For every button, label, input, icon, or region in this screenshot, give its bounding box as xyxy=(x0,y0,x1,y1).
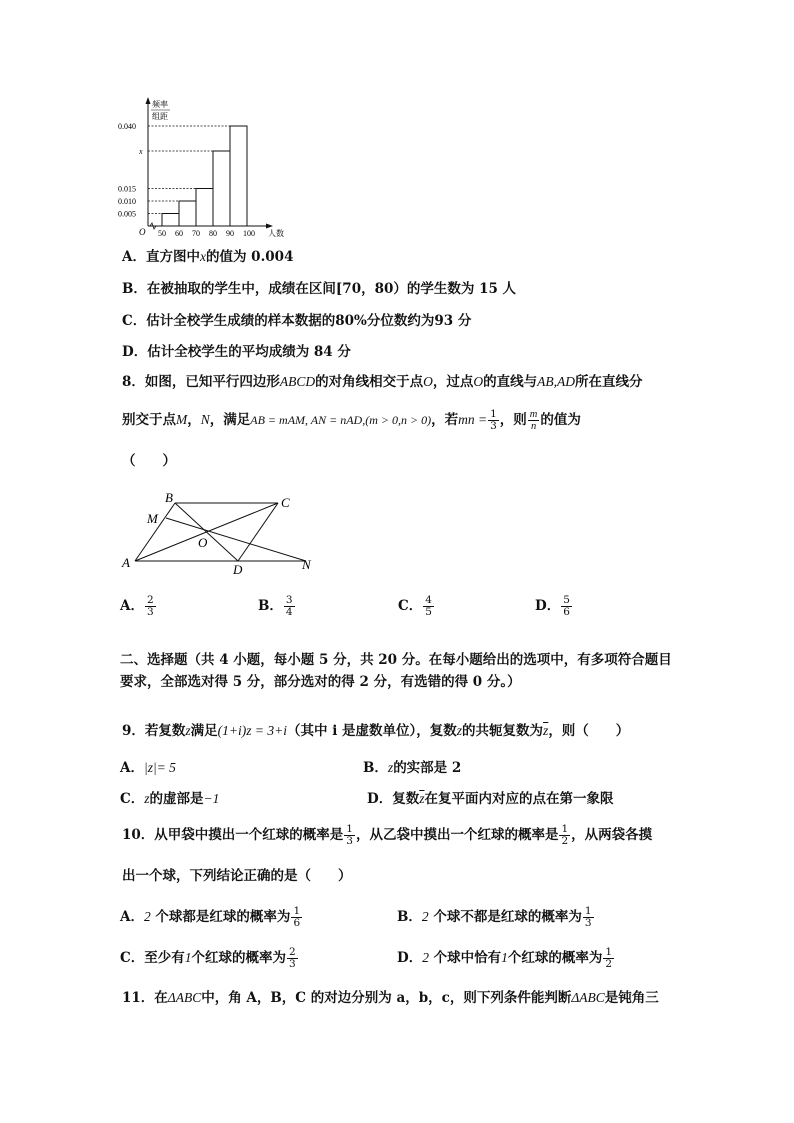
q8-text: ， xyxy=(187,412,201,428)
q8-text: ，满足 xyxy=(209,412,251,428)
x-tick-label: 50 xyxy=(158,229,166,238)
q7-option-b-text: B．在被抽取的学生中，成绩在区间[70，80）的学生数为 15 人 xyxy=(122,281,517,297)
q9-text: （其中 i 是虚数单位），复数 xyxy=(287,723,457,739)
q10-text: 10．从甲袋中摸出一个红球的概率是 xyxy=(122,827,344,843)
q7-option-d-text: D．估计全校学生的平均成绩为 84 分 xyxy=(122,344,351,360)
option-fraction: $\frac{2}{3}$ xyxy=(146,594,154,618)
num: 2 xyxy=(421,909,429,924)
option-fraction: $\frac{1}{2}$ xyxy=(605,946,613,970)
q10-option-d[interactable] xyxy=(397,946,615,970)
q9-equation: (1+i)z = 3+i xyxy=(217,723,287,738)
label-O: O xyxy=(198,535,208,550)
q8-option-b[interactable] xyxy=(258,594,296,618)
option-letter: C． xyxy=(398,598,423,614)
q10-text: ，从乙袋中摸出一个红球的概率是 xyxy=(355,827,559,843)
option-letter: C． xyxy=(120,791,145,807)
q9-d-text: 在复平面内对应的点在第一象限 xyxy=(424,791,614,807)
option-letter: A． xyxy=(120,598,144,614)
q7-option-a-tail: 的值为 0.004 xyxy=(205,249,294,265)
num: 1 xyxy=(501,950,508,965)
q9-text: 满足 xyxy=(190,723,218,739)
q10-option-b[interactable] xyxy=(397,905,595,929)
q8-paren: （ ） xyxy=(122,453,176,469)
y-tick-label: 0.010 xyxy=(118,197,136,206)
q10-prob-2: $\frac{1}{2}$ xyxy=(561,823,569,847)
q9-a-math: |z|= 5 xyxy=(143,760,176,775)
option-fraction: $\frac{2}{3}$ xyxy=(289,946,296,970)
q11-text: 是钝角三 xyxy=(604,990,659,1006)
option-letter: B． xyxy=(258,598,283,614)
q9-text: 的共轭复数为 xyxy=(462,723,544,739)
section2-text: 二、选择题（共 4 小题，每小题 5 分，共 20 分。在每小题给出的选项中，有多项符合题目 xyxy=(120,652,672,668)
x-axis-arrow xyxy=(266,224,273,229)
q7-option-d[interactable] xyxy=(122,342,351,362)
option-letter: D． xyxy=(397,950,423,966)
q9-b-text: 的实部是 2 xyxy=(393,760,462,776)
x-label: 人数 xyxy=(268,229,284,238)
q9-z: z xyxy=(456,723,463,738)
option-fraction: $\frac{1}{6}$ xyxy=(293,905,301,929)
q8-text: ，若 xyxy=(431,412,459,428)
q8-option-a[interactable] xyxy=(120,594,157,618)
q8-answer-paren xyxy=(122,451,176,471)
x-tick-label: 90 xyxy=(226,229,234,238)
q7-option-c-text: C．估计全校学生成绩的样本数据的80%分位数约为93 分 xyxy=(122,313,472,329)
q8-mn-fraction: $\frac{1}{3}$ xyxy=(490,408,497,432)
q8-text: 8．如图，已知平行四边形 xyxy=(122,374,280,390)
label-M: M xyxy=(147,511,158,526)
q8-stem-line1 xyxy=(122,372,643,392)
q9-stem xyxy=(122,721,629,741)
diagonal-bd xyxy=(175,503,238,561)
q11-triangle: ΔABC xyxy=(167,990,202,1005)
y-axis-arrow xyxy=(146,97,151,104)
parallelogram-figure xyxy=(118,490,328,575)
q8-text: ，则 xyxy=(499,412,527,428)
q8-option-c[interactable] xyxy=(398,594,435,618)
q8-m-over-n: $\frac{m}{n}$ xyxy=(529,409,538,432)
num: 2 xyxy=(422,950,429,965)
q10-option-a[interactable] xyxy=(120,905,303,929)
q9-c-value: −1 xyxy=(203,791,220,806)
q9-text: ，则（ ） xyxy=(548,723,630,739)
q8-n: N xyxy=(200,412,210,427)
q9-option-a[interactable] xyxy=(120,756,176,780)
section2-title-line2 xyxy=(120,672,521,692)
origin-label: O xyxy=(139,227,146,237)
q9-option-b[interactable] xyxy=(363,756,461,780)
q8-text: 别交于点 xyxy=(122,412,176,428)
histogram-bar-70-80 xyxy=(196,189,213,227)
q9-option-c[interactable] xyxy=(120,787,219,811)
y-tick-label: 0.040 xyxy=(118,122,136,131)
q10-stem-line1 xyxy=(122,824,652,847)
x-tick-label: 100 xyxy=(243,229,255,238)
q8-o: O xyxy=(423,374,433,389)
x-tick-label: 60 xyxy=(175,229,183,238)
label-B: B xyxy=(165,490,173,505)
q11-triangle: ΔABC xyxy=(571,990,605,1005)
q11-stem xyxy=(122,988,659,1008)
q8-vector-equation: AB = mAM, AN = nAD,(m > 0,n > 0) xyxy=(250,413,432,427)
q8-o: O xyxy=(473,374,484,389)
q10-stem-line2 xyxy=(122,866,352,886)
y-tick-label: x xyxy=(139,147,143,156)
option-letter: D．复数 xyxy=(367,791,420,807)
option-text: 个红球的概率为 xyxy=(191,950,286,966)
q8-ab-ad: AB,AD xyxy=(537,374,576,389)
label-A: A xyxy=(122,555,130,570)
num: 2 xyxy=(143,909,151,924)
option-letter: A． xyxy=(120,909,144,925)
q7-option-a[interactable] xyxy=(122,247,293,267)
q9-text: 9．若复数 xyxy=(122,723,186,739)
option-letter: B． xyxy=(363,760,388,776)
label-C: C xyxy=(281,495,290,510)
label-N: N xyxy=(302,557,311,572)
frequency-histogram xyxy=(112,96,302,244)
q9-zbar: $\overline{z}$ xyxy=(419,791,425,806)
option-fraction: $\frac{3}{4}$ xyxy=(285,594,293,618)
option-letter: C．至少有 xyxy=(120,950,185,966)
q10-text: ，从两袋各摸 xyxy=(571,827,653,843)
q8-text: ，过点 xyxy=(432,374,474,390)
q9-z: z xyxy=(185,723,191,738)
q9-option-d[interactable] xyxy=(367,787,613,811)
y-tick-label: 0.015 xyxy=(118,184,136,194)
y-tick-label: 0.005 xyxy=(118,209,136,219)
section2-title-line1 xyxy=(120,650,672,670)
q8-text: 的直线与 xyxy=(483,374,538,390)
q7-option-a-text: A．直方图中 xyxy=(122,249,200,265)
q8-option-d[interactable] xyxy=(535,594,573,618)
y-label-bottom: 组距 xyxy=(152,112,168,121)
option-text: 个球不都是红球的概率为 xyxy=(428,909,582,925)
option-letter: B． xyxy=(397,909,422,925)
q8-m: M xyxy=(176,412,188,427)
histogram-bar-90-100 xyxy=(230,126,247,226)
q9-c-text: 的虚部是 xyxy=(149,791,204,807)
x-tick-label: 80 xyxy=(209,229,217,238)
q8-text: 的对角线相交于点 xyxy=(315,374,424,390)
q7-option-b[interactable] xyxy=(122,279,516,299)
option-letter: D． xyxy=(535,598,561,614)
q8-text: 所在直线分 xyxy=(575,374,643,390)
option-text: 个球都是红球的概率为 xyxy=(150,909,291,925)
q7-option-c[interactable] xyxy=(122,311,471,331)
q8-stem-line2 xyxy=(122,409,581,432)
q9-z: z xyxy=(144,791,150,806)
histogram-bar-50-60 xyxy=(162,214,179,227)
option-letter: A． xyxy=(120,760,144,776)
q11-text: 中，角 A，B，C 的对边分别为 a，b，c，则下列条件能判断 xyxy=(201,990,572,1006)
q8-text: 的值为 xyxy=(540,412,581,428)
section2-text: 要求，全部选对得 5 分，部分选对的得 2 分，有选错的得 0 分。） xyxy=(120,674,521,690)
x-tick-label: 70 xyxy=(192,229,200,238)
option-fraction: $\frac{1}{3}$ xyxy=(584,905,592,929)
y-label-top: 频率 xyxy=(152,100,168,109)
histogram-bar-80-90 xyxy=(213,151,230,226)
option-fraction: $\frac{5}{6}$ xyxy=(563,594,570,618)
q10-prob-1: $\frac{1}{3}$ xyxy=(346,823,353,847)
q7-option-a-var: x xyxy=(199,249,206,264)
q11-text: 11．在 xyxy=(122,990,168,1006)
q9-z: z xyxy=(387,760,394,775)
q10-text: 出一个球，下列结论正确的是（ ） xyxy=(122,868,352,884)
side-cd-extended xyxy=(238,503,278,561)
option-text: 个球中恰有 xyxy=(428,950,502,966)
label-D: D xyxy=(233,562,243,575)
num: 1 xyxy=(184,950,192,965)
option-text: 个红球的概率为 xyxy=(507,950,603,966)
q10-option-c[interactable] xyxy=(120,946,299,970)
q8-abcd: ABCD xyxy=(279,374,316,389)
histogram-bar-60-70 xyxy=(179,201,196,226)
q9-zbar: $\overline{z}$ xyxy=(543,723,549,738)
option-fraction: $\frac{4}{5}$ xyxy=(425,594,432,618)
q8-mn: mn = xyxy=(458,412,488,427)
